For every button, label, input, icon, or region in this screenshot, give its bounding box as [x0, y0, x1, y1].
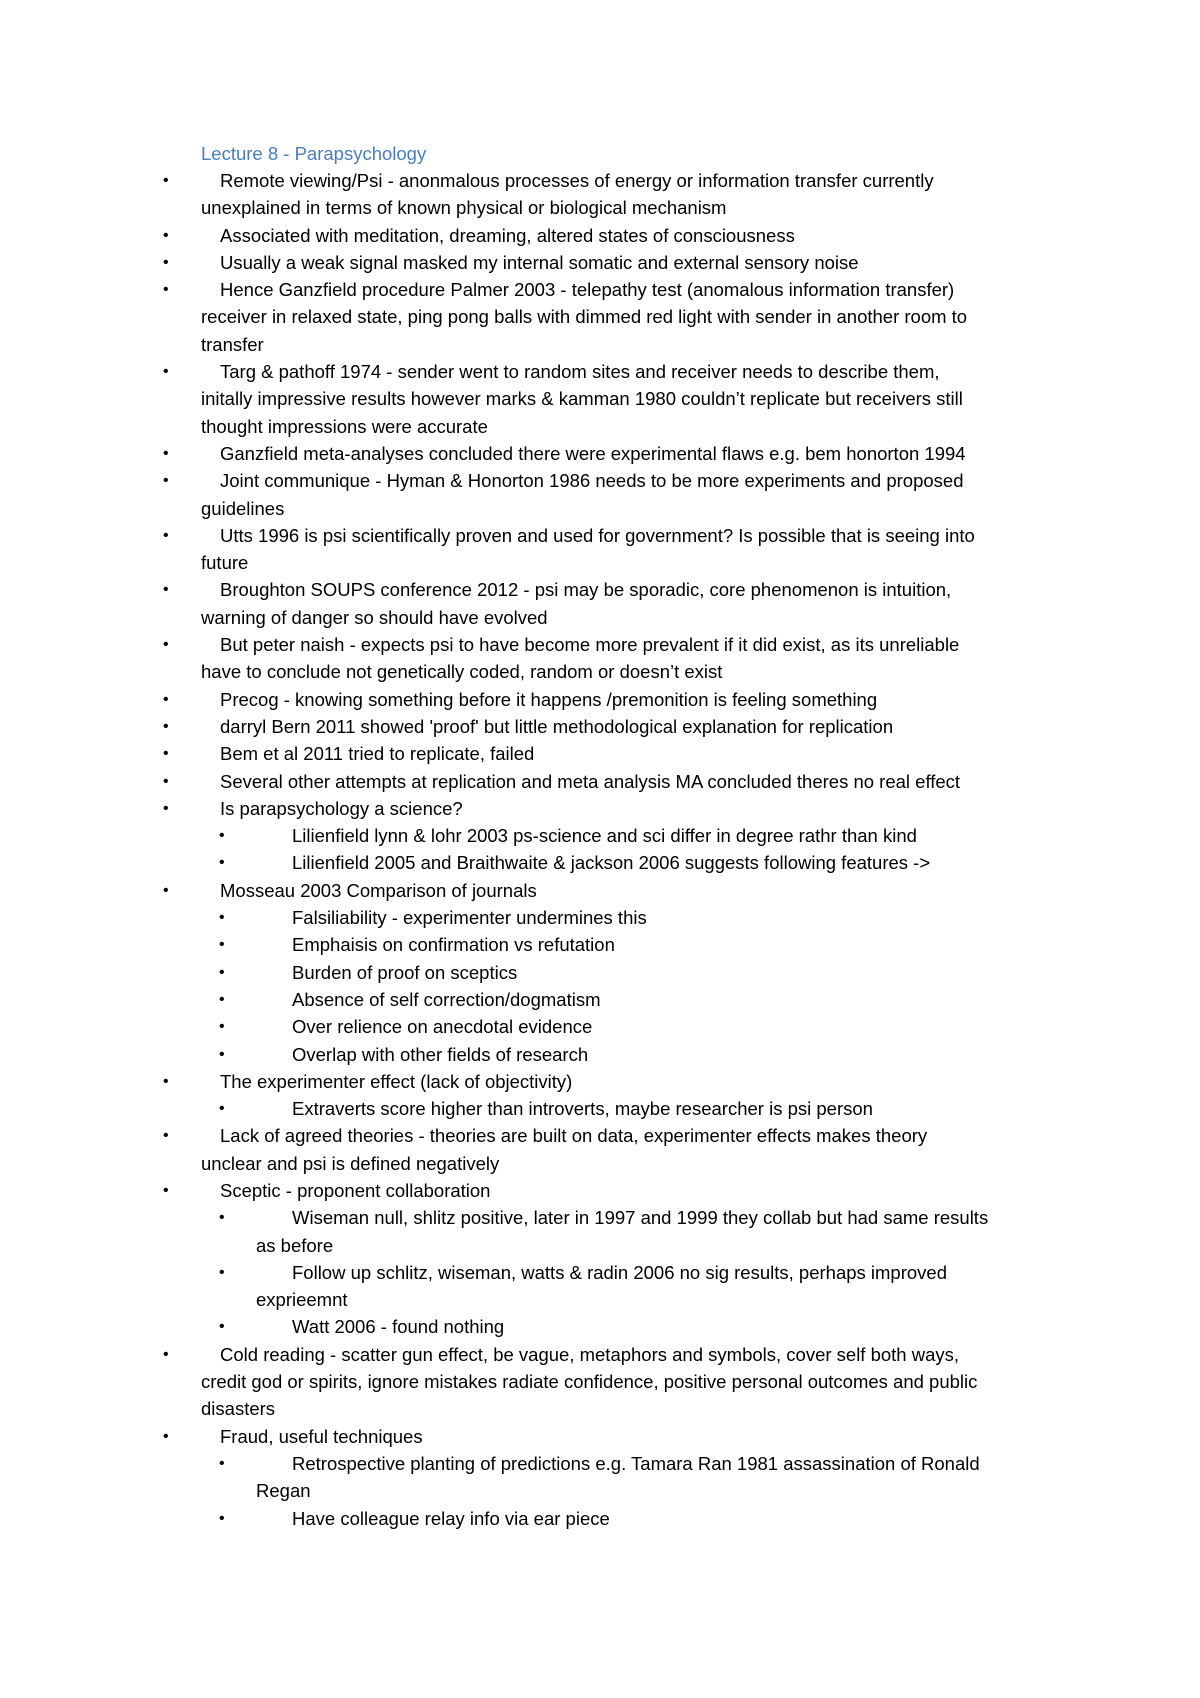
list-item-text: Targ & pathoff 1974 - sender went to random sites and receiver needs to describe them,: [220, 361, 940, 383]
list-item-text: Over relience on anecdotal evidence: [292, 1016, 593, 1038]
bullet-dot-icon: •: [219, 1100, 225, 1118]
list-item-continuation: Regan: [256, 1480, 311, 1502]
list-item-continuation: disasters: [201, 1398, 276, 1420]
list-item-text: Wiseman null, shlitz positive, later in 1997 and 1999 they collab but had same results: [292, 1207, 989, 1229]
bullet-dot-icon: •: [163, 444, 169, 462]
sub-list-item: [0, 1259, 1200, 1314]
list-item-continuation: have to conclude not genetically coded, random or doesn’t exist: [201, 661, 723, 683]
list-item: [0, 631, 1200, 686]
list-item: [0, 222, 1200, 249]
list-item-text: Usually a weak signal masked my internal somatic and external sensory noise: [220, 251, 859, 273]
bullet-dot-icon: •: [163, 799, 169, 817]
sub-list-item: [0, 849, 1200, 876]
sub-list-item: [0, 959, 1200, 986]
list-item: [0, 467, 1200, 522]
list-item: [0, 440, 1200, 467]
list-item: [0, 276, 1200, 358]
list-item-text: Joint communique - Hyman & Honorton 1986 needs to be more experiments and proposed: [220, 470, 964, 492]
sub-list-item: [0, 1095, 1200, 1122]
bullet-dot-icon: •: [163, 526, 169, 544]
list-item-text: Several other attempts at replication and meta analysis MA concluded theres no real effect: [220, 770, 961, 792]
list-item: [0, 686, 1200, 713]
bullet-dot-icon: •: [219, 936, 225, 954]
list-item: [0, 167, 1200, 222]
list-item: [0, 1122, 1200, 1177]
list-item-text: Falsiliability - experimenter undermines this: [292, 907, 647, 929]
bullet-dot-icon: •: [219, 1045, 225, 1063]
list-item-text: Is parapsychology a science?: [220, 797, 463, 819]
bullet-dot-icon: •: [163, 1072, 169, 1090]
bullet-dot-icon: •: [163, 1127, 169, 1145]
document-title: Lecture 8 - Parapsychology: [201, 143, 427, 164]
list-item-text: Lilienfield lynn & lohr 2003 ps-science and sci differ in degree rathr than kind: [292, 825, 917, 847]
sub-list-item: [0, 1505, 1200, 1532]
list-item: [0, 1068, 1200, 1095]
bullet-dot-icon: •: [163, 281, 169, 299]
list-item-continuation: as before: [256, 1234, 334, 1256]
bullet-dot-icon: •: [219, 1509, 225, 1527]
list-item-text: Lack of agreed theories - theories are built on data, experimenter effects makes theory: [220, 1125, 928, 1147]
bullet-dot-icon: •: [219, 1454, 225, 1472]
list-item-text: The experimenter effect (lack of objectivity): [220, 1070, 573, 1092]
list-item-text: Bem et al 2011 tried to replicate, failed: [220, 743, 535, 765]
list-item-continuation: exprieemnt: [256, 1289, 348, 1311]
list-item: [0, 1423, 1200, 1450]
list-item: [0, 795, 1200, 822]
list-item-text: Overlap with other fields of research: [292, 1043, 589, 1065]
bullet-dot-icon: •: [163, 636, 169, 654]
list-item-continuation: warning of danger so should have evolved: [201, 606, 548, 628]
list-item-text: Follow up schlitz, wiseman, watts & radin 2006 no sig results, perhaps improved: [292, 1261, 947, 1283]
bullet-dot-icon: •: [219, 827, 225, 845]
list-item-text: Retrospective planting of predictions e.g. Tamara Ran 1981 assassination of Ronald: [292, 1452, 980, 1474]
list-item-text: Associated with meditation, dreaming, altered states of consciousness: [220, 224, 795, 246]
list-item: [0, 740, 1200, 767]
list-item-text: Have colleague relay info via ear piece: [292, 1507, 610, 1529]
list-item-continuation: unexplained in terms of known physical or biological mechanism: [201, 197, 727, 219]
list-item: [0, 877, 1200, 904]
sub-list-item: [0, 1450, 1200, 1505]
bullet-dot-icon: •: [219, 1018, 225, 1036]
sub-list-item: [0, 1041, 1200, 1068]
list-item-continuation: receiver in relaxed state, ping pong balls with dimmed red light with sender in another room to: [201, 306, 968, 328]
bullet-dot-icon: •: [219, 1318, 225, 1336]
list-item-text: Ganzfield meta-analyses concluded there were experimental flaws e.g. bem honorton 1994: [220, 442, 966, 464]
bullet-dot-icon: •: [163, 253, 169, 271]
bullet-dot-icon: •: [219, 963, 225, 981]
list-item-text: Broughton SOUPS conference 2012 - psi may be sporadic, core phenomenon is intuition,: [220, 579, 952, 601]
list-item-text: Mosseau 2003 Comparison of journals: [220, 879, 537, 901]
list-item: [0, 713, 1200, 740]
list-item-text: Watt 2006 - found nothing: [292, 1316, 505, 1338]
bullet-dot-icon: •: [219, 990, 225, 1008]
list-item-continuation: future: [201, 552, 249, 574]
sub-list-item: [0, 1204, 1200, 1259]
bullet-dot-icon: •: [163, 717, 169, 735]
bullet-dot-icon: •: [163, 363, 169, 381]
bullet-dot-icon: •: [163, 772, 169, 790]
list-item-text: Lilienfield 2005 and Braithwaite & jackson 2006 suggests following features ->: [292, 852, 931, 874]
list-item-text: Remote viewing/Psi - anonmalous processes of energy or information transfer currently: [220, 170, 934, 191]
bullet-dot-icon: •: [219, 1209, 225, 1227]
bullet-dot-icon: •: [163, 581, 169, 599]
list-item-continuation: credit god or spirits, ignore mistakes radiate confidence, positive personal outcomes and public: [201, 1371, 978, 1393]
list-item-continuation: initally impressive results however marks & kamman 1980 couldn’t replicate but receivers still: [201, 388, 963, 410]
sub-list-item: [0, 822, 1200, 849]
list-item-continuation: thought impressions were accurate: [201, 415, 488, 437]
bullet-dot-icon: •: [163, 690, 169, 708]
list-item-text: Utts 1996 is psi scientifically proven and used for government? Is possible that is seeing into: [220, 524, 975, 546]
list-item-text: Extraverts score higher than introverts, maybe researcher is psi person: [292, 1098, 873, 1120]
list-item-text: Burden of proof on sceptics: [292, 961, 518, 983]
list-item-continuation: transfer: [201, 333, 264, 355]
list-item-text: Emphaisis on confirmation vs refutation: [292, 934, 615, 956]
bullet-dot-icon: •: [163, 172, 169, 189]
list-item: [0, 522, 1200, 577]
sub-list-item: [0, 904, 1200, 931]
sub-list-item: [0, 986, 1200, 1013]
bullet-dot-icon: •: [163, 1181, 169, 1199]
list-item-text: Absence of self correction/dogmatism: [292, 988, 601, 1010]
list-item: [0, 576, 1200, 631]
bullet-dot-icon: •: [163, 472, 169, 490]
list-item: [0, 768, 1200, 795]
list-item-text: Precog - knowing something before it happens /premonition is feeling something: [220, 688, 878, 710]
bullet-dot-icon: •: [163, 1427, 169, 1445]
list-item-text: Sceptic - proponent collaboration: [220, 1179, 491, 1201]
sub-list-item: [0, 931, 1200, 958]
list-item: [0, 1341, 1200, 1423]
list-item-continuation: guidelines: [201, 497, 285, 519]
list-item-text: Cold reading - scatter gun effect, be vague, metaphors and symbols, cover self both ways,: [220, 1343, 960, 1365]
list-item: [0, 1177, 1200, 1204]
list-item-text: But peter naish - expects psi to have become more prevalent if it did exist, as its unreliable: [220, 634, 960, 656]
bullet-dot-icon: •: [163, 1345, 169, 1363]
bullet-dot-icon: •: [219, 1263, 225, 1281]
sub-list-item: [0, 1013, 1200, 1040]
list-item-text: darryl Bern 2011 showed 'proof' but little methodological explanation for replication: [220, 715, 894, 737]
sub-list-item: [0, 1313, 1200, 1340]
list-item-continuation: unclear and psi is defined negatively: [201, 1152, 500, 1174]
list-item: [0, 358, 1200, 440]
notes-content: [0, 140, 1200, 1532]
bullet-dot-icon: •: [219, 909, 225, 927]
list-item: [0, 249, 1200, 276]
bullet-dot-icon: •: [163, 745, 169, 763]
bullet-dot-icon: •: [163, 226, 169, 244]
list-item-text: Hence Ganzfield procedure Palmer 2003 - telepathy test (anomalous information transfer): [220, 279, 955, 301]
bullet-dot-icon: •: [219, 854, 225, 872]
bullet-dot-icon: •: [163, 881, 169, 899]
list-item-text: Fraud, useful techniques: [220, 1425, 423, 1447]
